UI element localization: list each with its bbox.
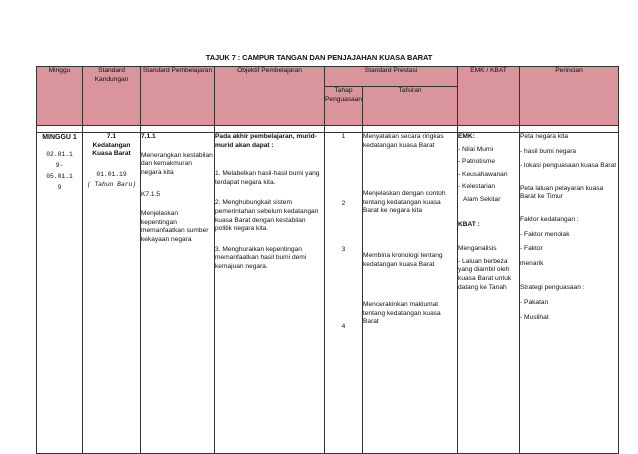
header-perincian: Perincian	[520, 67, 619, 126]
lesson-plan-table	[36, 66, 619, 454]
sk-code: 7.1	[106, 133, 117, 140]
sp-text-1: Menerangkan kestabilan dan kemakmuran negara kita	[141, 151, 213, 176]
perincian-item: - Pakatan	[520, 298, 549, 306]
sp-text-2: Menjelaskan kepentingan memanfaatkan sumber kekayaan negara	[141, 209, 209, 243]
cell-tahap	[325, 133, 363, 454]
objektif-item: 3. Menghuraikan kepentingan memanfaatkan hasil bumi demi kemajuan negara.	[215, 245, 307, 270]
tahap-value: 1	[341, 133, 346, 140]
minggu-dates	[37, 149, 82, 193]
perincian-item: - lokasi penguasaan kuasa Barat	[520, 162, 617, 170]
tahap-value: 3	[341, 246, 346, 254]
emk-label: EMK:	[458, 133, 475, 140]
date-line: 9	[57, 184, 62, 191]
sk-title: Kedatangan Kuasa Barat	[92, 141, 131, 158]
minggu-label: MINGGU 1	[42, 134, 77, 141]
cell-tafsiran	[363, 133, 458, 454]
sp-code: 7.1.1	[141, 133, 156, 140]
header-standard-kandungan: Standard Kandungan	[83, 67, 141, 126]
objektif-item: 2. Menghubungkait sistem pemerintahan sebelum kedatangan kuasa Barat dengan kestabilan politik negara kita.	[215, 199, 319, 233]
cell-perincian	[520, 133, 619, 454]
kbat-item: - Laluan berbeza yang diambil oleh kuasa Barat untuk datang ke Tanah	[458, 257, 512, 291]
tafsiran-item: Mencerakinkan maklumat tentang kedatangan kuasa Barat	[363, 301, 441, 326]
perincian-item: - Muslihat	[520, 313, 549, 321]
emk-item: - Nilai Murni	[458, 145, 494, 153]
cell-minggu	[37, 133, 83, 454]
date-line: 02.01.1	[46, 151, 73, 158]
header-standard-prestasi: Standard Prestasi	[325, 67, 458, 87]
header-emk-kbat: EMK / KBAT	[458, 67, 520, 126]
header-tahap-penguasaan: Tahap Penguasaan	[325, 87, 363, 126]
tafsiran-item: Menyatakan secara ringkas kedatangan kuasa Barat	[363, 133, 444, 149]
header-minggu: Minggu	[37, 67, 83, 126]
perincian-item: - Faktor menolak	[520, 230, 570, 238]
perincian-item: - hasil bumi negara	[520, 147, 577, 155]
cell-emk-kbat	[458, 133, 520, 454]
table-row	[37, 133, 619, 454]
kbat-label: KBAT :	[458, 220, 480, 228]
tahap-value: 4	[341, 322, 346, 330]
objektif-item: 1. Melabelkan hasil-hasil bumi yang terdapat negara kita.	[215, 170, 320, 186]
emk-item: Alam Sekitar	[463, 195, 501, 203]
perincian-item: Faktor kedatangan :	[520, 215, 579, 223]
cell-standard-pembelajaran	[141, 133, 215, 454]
perincian-item: Peta negara kita	[520, 133, 569, 140]
spacer-row	[37, 126, 619, 133]
cell-objektif	[215, 133, 325, 454]
header-row-1	[37, 67, 619, 87]
tafsiran-item: Menjelaskan dengan contoh tentang kedatangan kuasa Barat ke negara kita	[363, 190, 446, 215]
header-standard-pembelajaran: Standard Pembelajaran	[141, 67, 215, 126]
kbat-item: Menganalisis	[458, 245, 497, 253]
sk-date: 01.01.19	[96, 170, 127, 178]
header-objektif: Objektif Pembelajaran	[215, 67, 325, 126]
perincian-item: menarik	[520, 259, 544, 267]
sp-k-code: K7.1.5	[141, 191, 161, 199]
perincian-item: Peta laluan pelayaran kuasa Barat ke Timur	[520, 184, 604, 201]
date-line: 9-	[55, 162, 64, 169]
emk-item: - Kelestarian	[458, 183, 496, 191]
date-line: 05.01.1	[46, 173, 73, 180]
sk-year: ( Tahun Baru)	[86, 181, 137, 189]
perincian-item: Strategi penguasaan :	[520, 284, 585, 292]
cell-standard-kandungan	[83, 133, 141, 454]
tafsiran-item: Membina kronologi tentang kedatangan kuasa Barat	[363, 251, 443, 268]
objektif-intro: Pada akhir pembelajaran, murid-murid akan dapat :	[215, 133, 317, 149]
tahap-value: 2	[341, 199, 346, 207]
emk-item: - Patriotisme	[458, 158, 496, 166]
header-tafsiran: Tafsiran	[363, 87, 458, 126]
emk-item: - Keusahawanan	[458, 170, 508, 178]
page-title: TAJUK 7 : CAMPUR TANGAN DAN PENJAJAHAN KUASA BARAT	[205, 53, 433, 62]
perincian-item: - Faktor	[520, 245, 543, 253]
